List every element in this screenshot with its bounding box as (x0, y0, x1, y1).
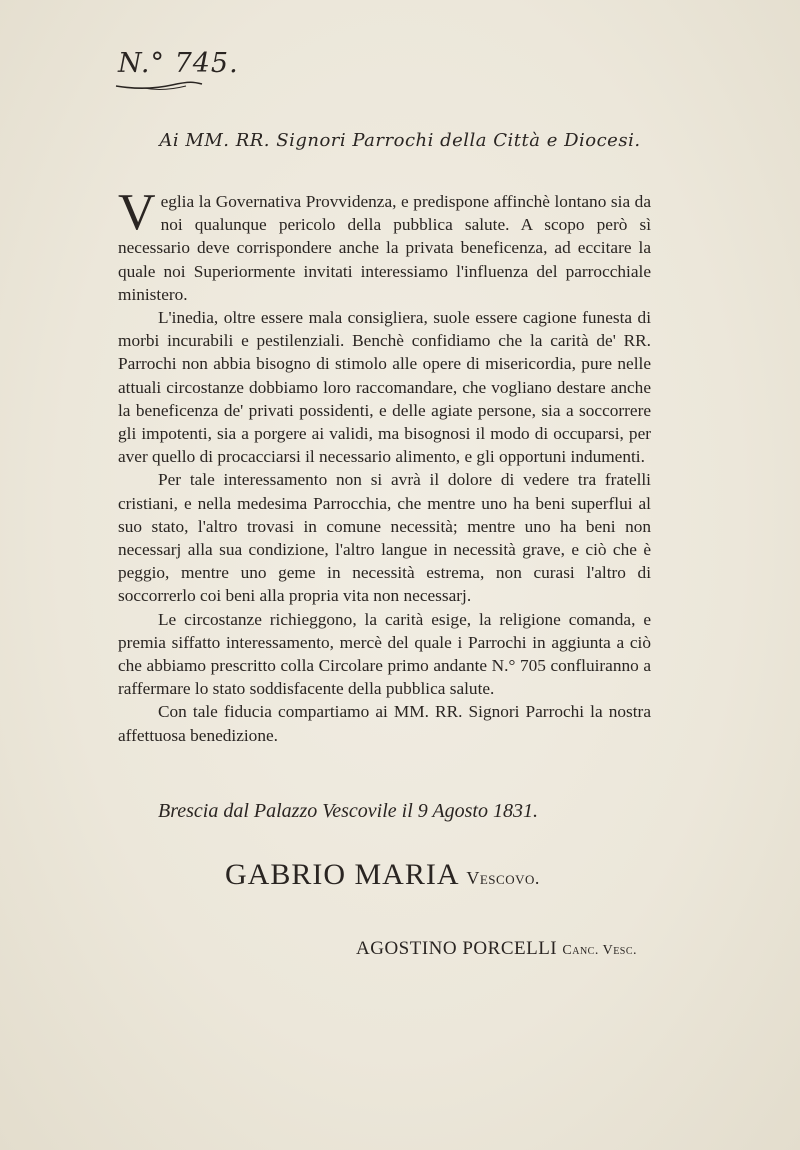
chancellor-signature (356, 938, 637, 960)
paragraph-1 (118, 184, 651, 306)
signer-name: GABRIO MARIA (225, 858, 458, 891)
signer-title: Vescovo. (466, 868, 540, 888)
flourish-ornament-icon (114, 80, 204, 92)
drop-cap: V (118, 184, 156, 241)
dateline: Brescia dal Palazzo Vescovile il 9 Agosto 1831. (158, 800, 538, 822)
paragraph-5: Con tale fiducia compartiamo ai MM. RR. Signori Parrochi la nostra affettuosa benedizione. (118, 702, 651, 745)
paragraph-2: L'inedia, oltre essere mala consigliera, suole essere cagione funesta di morbi incurabili e pestilenziali. Benchè confidiamo che la carità de' RR. Parrochi non abbia bisogno di stimolo alle opere di misericordia, pure nelle attuali circostanze dobbiamo loro raccomandare, che vogliano destare anche la beneficenza de' privati possidenti, e delle agiate persone, sia a soccorrere gli impotenti, sia a porgere ai validi, ma bisognosi il modo di occuparsi, per aver quello di procacciarsi il necessario alimento, e gli opportuni indumenti. (118, 308, 651, 467)
document-body (118, 184, 651, 747)
paragraph-4: Le circostanze richieggono, la carità esige, la religione comanda, e premia siffatto interessamento, mercè del quale i Parrochi in aggiunta a ciò che abbiamo prescritto colla Circolare primo andante N.° 705 confluiranno a raffermare lo stato soddisfacente della pubblica salute. (118, 609, 651, 699)
paragraph-1-text: eglia la Governativa Provvidenza, e predispone affinchè lontano sia da noi qualunque pericolo della pubblica salute. A scopo però sì necessario deve corrispondere anche la privata beneficenza, ad eccitare la quale noi Superiormente invitati interessiamo l'influenza del parrocchiale ministero. (118, 192, 651, 304)
chancellor-name: AGOSTINO PORCELLI (356, 938, 558, 959)
bishop-signature (225, 858, 540, 892)
document-heading: Ai MM. RR. Signori Parrochi della Città e Diocesi. (159, 130, 641, 151)
paragraph-3: Per tale interessamento non si avrà il dolore di vedere tra fratelli cristiani, e nella medesima Parrocchia, che mentre uno ha beni superflui al suo stato, l'altro trovasi in comune necessità; mentre uno ha beni non necessarj alla sua condizione, l'altro langue in necessità grave, e ciò che è peggio, mentre uno geme in necessità estrema, non curasi l'altro di soccorrerlo coi beni alla propria vita non necessarj. (118, 470, 651, 606)
document-number: N.° 745. (118, 48, 239, 79)
chancellor-title: Canc. Vesc. (562, 943, 638, 958)
